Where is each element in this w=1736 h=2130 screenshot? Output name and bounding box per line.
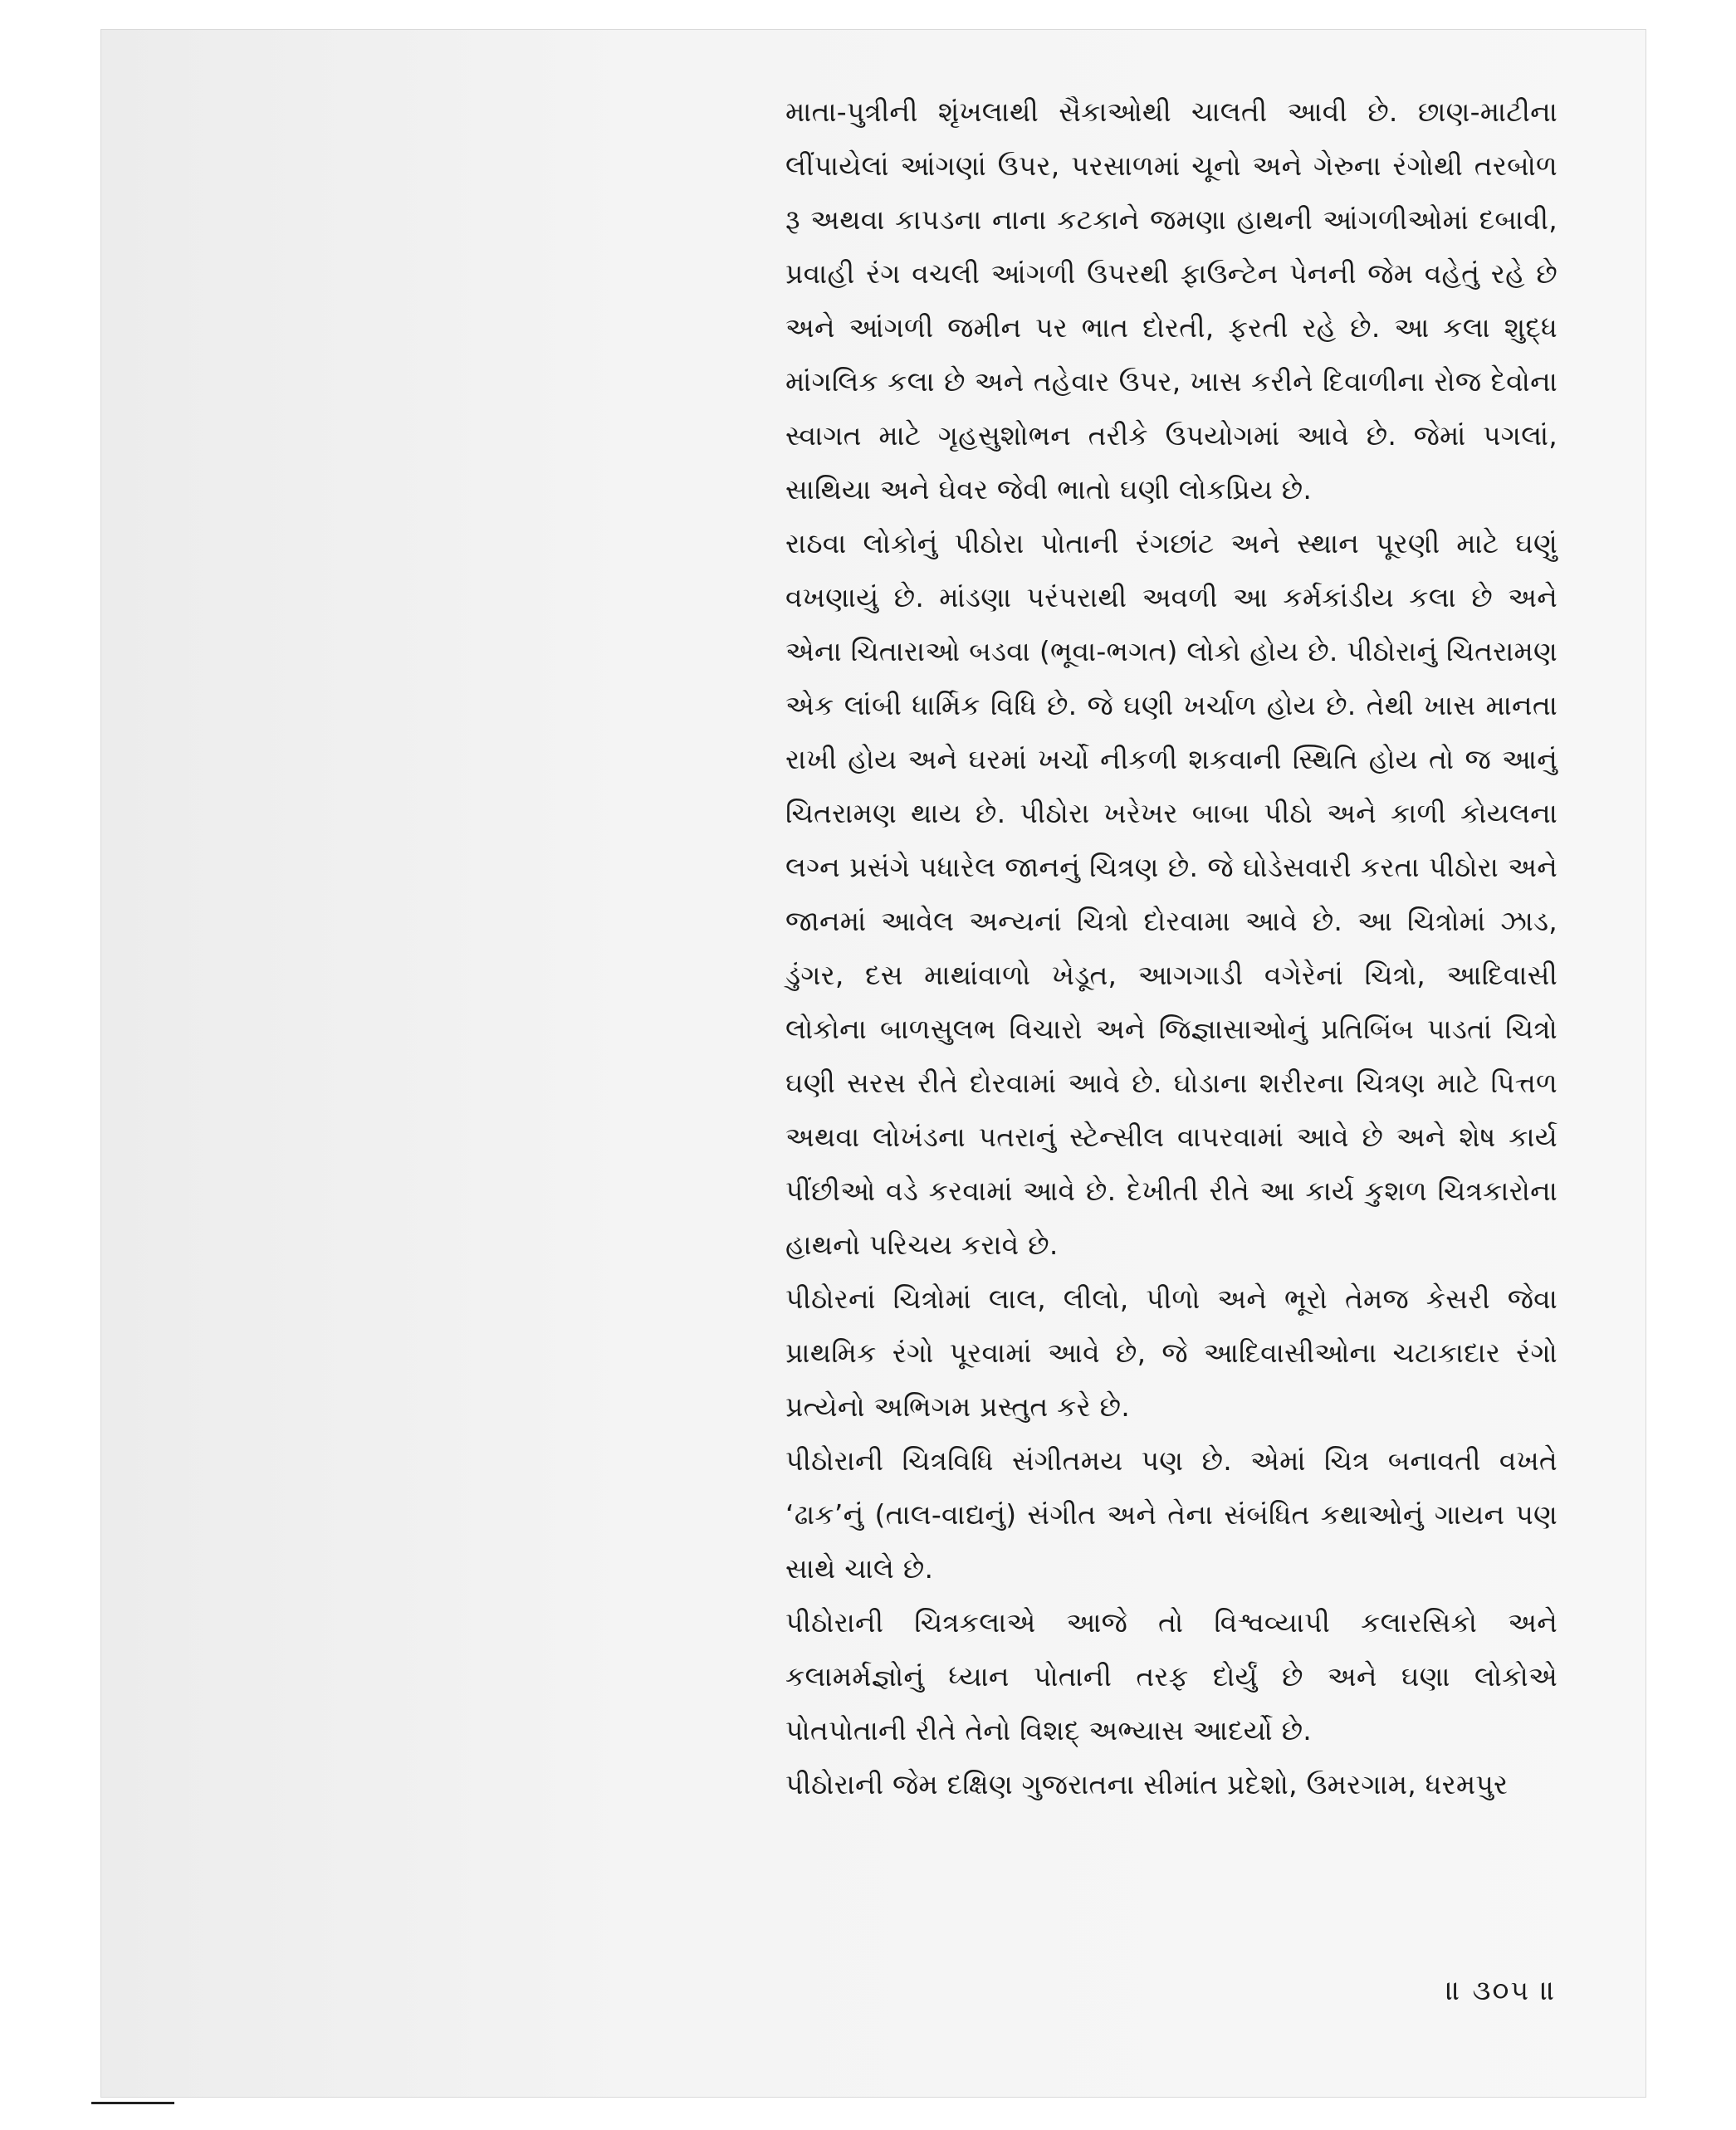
scan-edge-line xyxy=(91,2102,174,2104)
paragraph: માતા-પુત્રીની શૃંખલાથી સૈકાઓથી ચાલતી આવી છે. છાણ-માટીના લીંપાયેલાં આંગણાં ઉપર, પરસાળમાં ચૂનો અને ગેરુના રંગોથી તરબોળ રૂ અથવા કાપડના નાના કટકાને જમણા હાથની આંગળીઓમાં દબાવી, પ્રવાહી રંગ વચલી આંગળી ઉપરથી ફાઉન્ટેન પેનની જેમ વહેતું રહે છે અને આંગળી જમીન પર ભાત દોરતી, ફરતી રહે છે. આ કલા શુદ્ધ માંગલિક કલા છે અને તહેવાર ઉપર, ખાસ કરીને દિવાળીના રોજ દેવોના સ્વાગત માટે ગૃહસુશોભન તરીકે ઉપયોગમાં આવે છે. જેમાં પગલાં, સાથિયા અને ઘેવર જેવી ભાતો ઘણી લોકપ્રિય છે. xyxy=(785,95,1558,506)
page-number: ॥ ૩૦૫ ॥ xyxy=(1445,1974,1557,2006)
paragraph: પીઠોરાની ચિત્રકલાએ આજે તો વિશ્વવ્યાપી કલારસિકો અને કલામર્મજ્ઞોનું ધ્યાન પોતાની તરફ દોર્યું છે અને ઘણા લોકોએ પોતપોતાની રીતે તેનો વિશદ્ અભ્યાસ આદર્યો છે. xyxy=(785,1606,1558,1747)
paragraph: પીઠોરનાં ચિત્રોમાં લાલ, લીલો, પીળો અને ભૂરો તેમજ કેસરી જેવા પ્રાથમિક રંગો પૂરવામાં આવે છે, જે આદિવાસીઓના ચટાકાદાર રંગો પ્રત્યેનો અભિગમ પ્રસ્તુત કરે છે. xyxy=(785,1282,1558,1423)
paragraph: રાઠવા લોકોનું પીઠોરા પોતાની રંગછાંટ અને સ્થાન પૂરણી માટે ઘણું વખણાયું છે. માંડણા પરંપરાથી અવળી આ કર્મકાંડીય કલા છે અને એના ચિતારાઓ બડવા (ભૂવા-ભગત) લોકો હોય છે. પીઠોરાનું ચિતરામણ એક લાંબી ધાર્મિક વિધિ છે. જે ઘણી ખર્ચાળ હોય છે. તેથી ખાસ માનતા રાખી હોય અને ઘરમાં ખર્ચો નીકળી શકવાની સ્થિતિ હોય તો જ આનું ચિતરામણ થાય છે. પીઠોરા ખરેખર બાબા પીઠો અને કાળી કોયલના લગ્ન પ્રસંગે પધારેલ જાનનું ચિત્રણ છે. જે ઘોડેસવારી કરતા પીઠોરા અને જાનમાં આવેલ અન્યનાં ચિત્રો દોરવામા આવે છે. આ ચિત્રોમાં ઝાડ, ડુંગર, દસ માથાંવાળો ખેડૂત, આગગાડી વગેરેનાં ચિત્રો, આદિવાસી લોકોના બાળસુલભ વિચારો અને જિજ્ઞાસાઓનું પ્રતિબિંબ પાડતાં ચિત્રો ઘણી સરસ રીતે દોરવામાં આવે છે. ઘોડાના શરીરના ચિત્રણ માટે પિત્તળ અથવા લોખંડના પતરાનું સ્ટેન્સીલ વાપરવામાં આવે છે અને શેષ કાર્ય પીંછીઓ વડે કરવામાં આવે છે. દેખીતી રીતે આ કાર્ય કુશળ ચિત્રકારોના હાથનો પરિચય કરાવે છે. xyxy=(785,527,1558,1261)
paragraph: પીઠોરાની જેમ દક્ષિણ ગુજરાતના સીમાંત પ્રદેશો, ઉમરગામ, ધરમપુર xyxy=(785,1768,1509,1800)
paragraph: પીઠોરાની ચિત્રવિધિ સંગીતમય પણ છે. એમાં ચિત્ર બનાવતી વખતે ‘ઢાક’નું (તાલ-વાદ્યનું) સંગીત અને તેના સંબંધિત કથાઓનું ગાયન પણ સાથે ચાલે છે. xyxy=(785,1444,1558,1585)
body-text xyxy=(785,85,1558,1811)
